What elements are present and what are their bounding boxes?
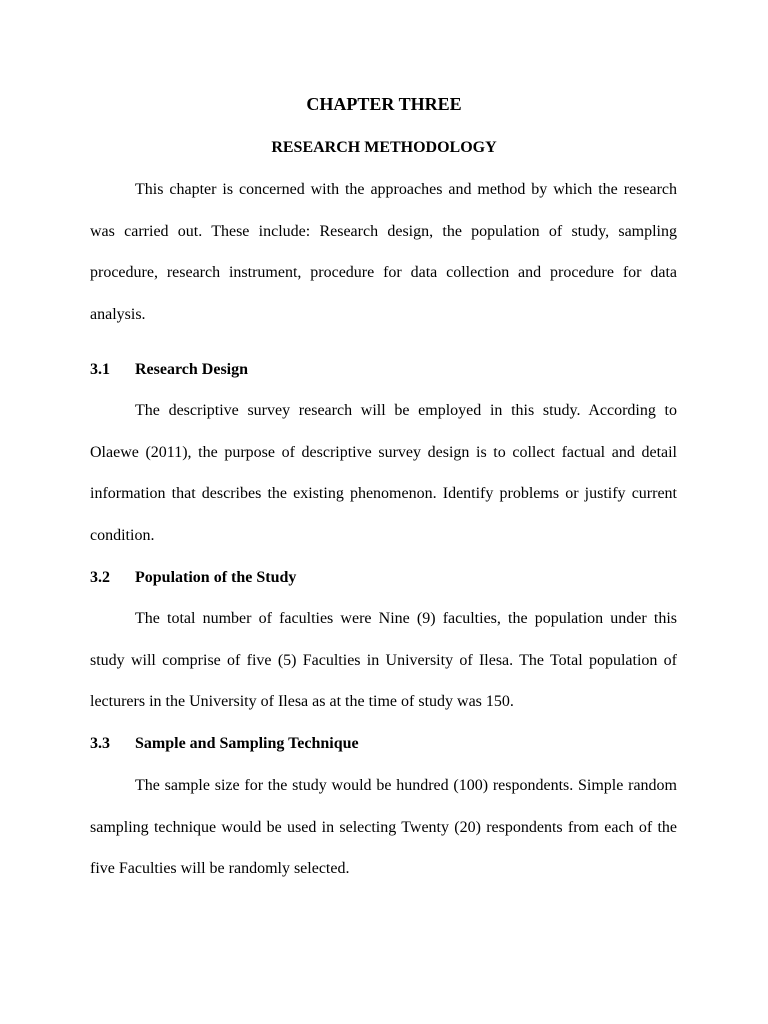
- section-heading-3-2: [90, 568, 296, 588]
- section-heading-3-3: [90, 734, 359, 754]
- section-body-3-3: The sample size for the study would be hundred (100) respondents. Simple random sampling technique would be used in selecting Twenty (20) respondents from each of the five Faculties will be randomly selected.: [90, 777, 677, 878]
- chapter-title: CHAPTER THREE: [306, 94, 462, 114]
- intro-paragraph: This chapter is concerned with the approaches and method by which the research was carried out. These include: Research design, the population of study, sampling procedure, research instrument, procedure for data collection and procedure for data analysis.: [90, 181, 677, 324]
- section-number: 3.1: [90, 361, 110, 378]
- section-title: Sample and Sampling Technique: [135, 735, 359, 752]
- section-title: Population of the Study: [135, 569, 297, 586]
- section-body-3-1: The descriptive survey research will be employed in this study. According to Olaewe (2011), the purpose of descriptive survey design is to collect factual and detail information that describes the existing phenomenon. Identify problems or justify current condition.: [90, 402, 677, 545]
- section-heading-3-1: [90, 360, 248, 380]
- section-number: 3.2: [90, 569, 110, 586]
- section-title: Research Design: [135, 361, 249, 378]
- section-number: 3.3: [90, 735, 110, 752]
- chapter-subtitle: RESEARCH METHODOLOGY: [271, 139, 497, 156]
- section-body-3-2: The total number of faculties were Nine (9) faculties, the population under this study will comprise of five (5) Faculties in University of Ilesa. The Total population of lecturers in the University of Ilesa as at the time of study was 150.: [90, 610, 677, 711]
